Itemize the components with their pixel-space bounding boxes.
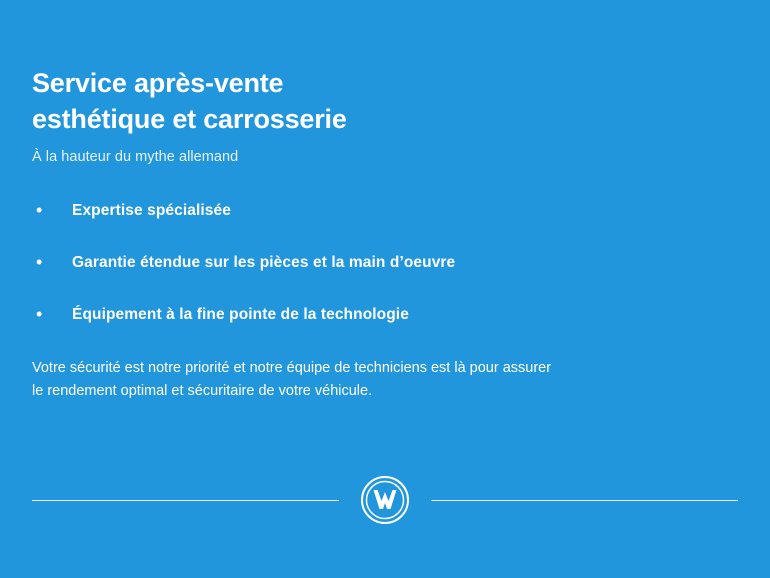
page-subtitle: À la hauteur du mythe allemand — [32, 149, 239, 166]
volkswagen-logo-icon — [360, 475, 410, 525]
slide-content — [32, 66, 730, 402]
list-item — [32, 305, 730, 324]
list-item — [32, 253, 730, 272]
bullet-point-icon: • — [36, 200, 43, 221]
list-item — [32, 201, 730, 220]
page-title-line-1: Service après-vente — [32, 68, 284, 98]
body-paragraph — [32, 357, 672, 402]
slide-footer — [32, 472, 738, 528]
list-item-label: Équipement à la fine pointe de la technologie — [72, 306, 409, 324]
bullet-point-icon: • — [36, 252, 43, 273]
body-paragraph-line-1: Votre sécurité est notre priorité et notre équipe de techniciens est là pour assurer — [32, 360, 552, 377]
list-item-label: Expertise spécialisée — [72, 202, 231, 220]
body-paragraph-line-2: le rendement optimal et sécuritaire de votre véhicule. — [32, 382, 373, 399]
page-title-line-2: esthétique et carrosserie — [32, 103, 347, 134]
brand-logo — [339, 472, 431, 528]
page-title — [32, 66, 730, 137]
bullet-list — [32, 201, 730, 324]
bullet-point-icon: • — [36, 304, 43, 325]
list-item-label: Garantie étendue sur les pièces et la main d’oeuvre — [72, 254, 456, 272]
